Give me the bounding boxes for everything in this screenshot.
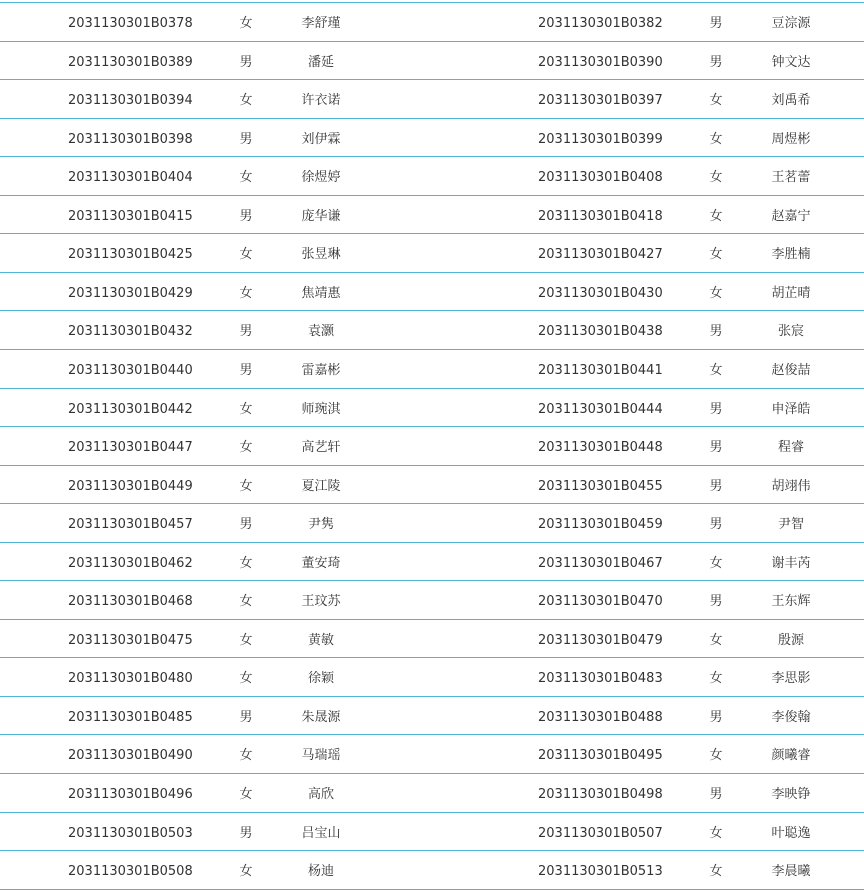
- student-name-cell: 尹智: [777, 517, 804, 533]
- table-row: [0, 506, 864, 544]
- table-row: [0, 468, 864, 506]
- gender-cell: 女: [239, 16, 253, 31]
- row-divider: [0, 426, 864, 427]
- row-divider: [0, 195, 864, 196]
- student-name-cell: 程睿: [777, 440, 804, 456]
- gender-cell: 女: [239, 170, 253, 186]
- gender-cell: 女: [239, 594, 253, 610]
- table-row: [0, 5, 864, 43]
- student-name-cell: 师琬淇: [301, 401, 341, 417]
- student-id-cell: 2031130301B0399: [538, 131, 663, 147]
- row-divider: [0, 773, 864, 774]
- student-name-cell: 赵俊喆: [771, 362, 811, 378]
- gender-cell: 女: [709, 671, 723, 687]
- gender-cell: 女: [239, 632, 253, 648]
- student-id-cell: 2031130301B0404: [68, 170, 193, 186]
- row-divider: [0, 118, 864, 119]
- gender-cell: 女: [239, 440, 253, 456]
- student-name-cell: 李晨曦: [771, 864, 811, 880]
- gender-cell: 男: [709, 709, 723, 725]
- gender-cell: 男: [709, 324, 723, 340]
- table-row: [0, 776, 864, 814]
- student-id-cell: 2031130301B0378: [68, 16, 193, 31]
- student-name-cell: 高艺轩: [301, 440, 341, 456]
- table-row: [0, 545, 864, 583]
- student-name-cell: 朱晟源: [301, 709, 341, 725]
- gender-cell: 男: [709, 401, 723, 417]
- student-name-cell: 胡芷晴: [771, 285, 811, 301]
- student-id-cell: 2031130301B0468: [68, 594, 193, 610]
- gender-cell: 女: [709, 864, 723, 880]
- table-row: [0, 236, 864, 274]
- gender-cell: 男: [239, 54, 253, 70]
- student-id-cell: 2031130301B0467: [538, 555, 663, 571]
- row-divider: [0, 657, 864, 658]
- table-row: [0, 583, 864, 621]
- row-divider: [0, 580, 864, 581]
- gender-cell: 男: [239, 208, 253, 224]
- gender-cell: 女: [239, 787, 253, 802]
- student-name-cell: 徐颖: [307, 671, 334, 687]
- student-id-cell: 2031130301B0415: [68, 208, 193, 224]
- student-id-cell: 2031130301B0490: [68, 748, 193, 764]
- student-id-cell: 2031130301B0394: [68, 93, 193, 109]
- table-row: [0, 660, 864, 698]
- gender-cell: 女: [709, 131, 723, 147]
- student-name-cell: 张昱琳: [301, 247, 341, 263]
- gender-cell: 女: [239, 285, 253, 301]
- gender-cell: 男: [709, 16, 723, 31]
- row-divider: [0, 542, 864, 543]
- table-row: [0, 853, 864, 891]
- student-name-cell: 刘伊霖: [301, 131, 341, 147]
- student-name-cell: 李舒瑾: [301, 16, 341, 31]
- row-divider: [0, 310, 864, 311]
- student-name-cell: 杨迪: [307, 864, 334, 880]
- student-id-cell: 2031130301B0398: [68, 131, 193, 147]
- student-id-cell: 2031130301B0475: [68, 632, 193, 648]
- student-name-cell: 豆淙源: [771, 16, 811, 31]
- student-id-cell: 2031130301B0438: [538, 324, 663, 340]
- student-id-cell: 2031130301B0449: [68, 478, 193, 494]
- row-divider: [0, 79, 864, 80]
- student-id-cell: 2031130301B0459: [538, 517, 663, 533]
- student-id-cell: 2031130301B0397: [538, 93, 663, 109]
- student-name-cell: 周煜彬: [771, 131, 811, 147]
- gender-cell: 男: [239, 709, 253, 725]
- student-id-cell: 2031130301B0425: [68, 247, 193, 263]
- student-id-cell: 2031130301B0432: [68, 324, 193, 340]
- student-name-cell: 雷嘉彬: [301, 362, 341, 378]
- row-divider: [0, 465, 864, 466]
- student-id-cell: 2031130301B0457: [68, 517, 193, 533]
- gender-cell: 男: [239, 131, 253, 147]
- table-row: [0, 352, 864, 390]
- row-divider: [0, 233, 864, 234]
- student-id-cell: 2031130301B0495: [538, 748, 663, 764]
- gender-cell: 女: [709, 247, 723, 263]
- student-id-cell: 2031130301B0485: [68, 709, 193, 725]
- student-id-cell: 2031130301B0508: [68, 864, 193, 880]
- student-id-cell: 2031130301B0390: [538, 54, 663, 70]
- student-id-cell: 2031130301B0479: [538, 632, 663, 648]
- student-id-cell: 2031130301B0440: [68, 362, 193, 378]
- student-id-cell: 2031130301B0389: [68, 54, 193, 70]
- student-name-cell: 吕宝山: [301, 825, 341, 841]
- table-row: [0, 44, 864, 82]
- row-divider: [0, 696, 864, 697]
- gender-cell: 女: [709, 632, 723, 648]
- student-name-cell: 颜曦睿: [771, 748, 811, 764]
- table-row: [0, 198, 864, 236]
- student-name-cell: 申泽皓: [771, 401, 811, 417]
- gender-cell: 男: [709, 517, 723, 533]
- gender-cell: 女: [239, 864, 253, 880]
- student-name-cell: 李胜楠: [771, 247, 811, 263]
- student-name-cell: 尹隽: [307, 517, 334, 533]
- row-divider: [0, 619, 864, 620]
- student-name-cell: 庞华谦: [301, 208, 341, 224]
- gender-cell: 男: [239, 825, 253, 841]
- table-row: [0, 699, 864, 737]
- student-id-cell: 2031130301B0430: [538, 285, 663, 301]
- student-name-cell: 潘延: [307, 54, 334, 70]
- student-name-cell: 许衣诺: [301, 93, 341, 109]
- student-name-cell: 王东辉: [771, 594, 811, 610]
- student-name-cell: 张宸: [777, 324, 804, 340]
- table-row: [0, 313, 864, 351]
- row-divider: [0, 349, 864, 350]
- student-id-cell: 2031130301B0429: [68, 285, 193, 301]
- student-name-cell: 董安琦: [301, 555, 341, 571]
- student-id-cell: 2031130301B0483: [538, 671, 663, 687]
- gender-cell: 男: [239, 324, 253, 340]
- table-row: [0, 391, 864, 429]
- row-divider: [0, 2, 864, 3]
- row-divider: [0, 850, 864, 851]
- student-id-cell: 2031130301B0418: [538, 208, 663, 224]
- student-name-cell: 谢丰芮: [771, 555, 811, 571]
- student-name-cell: 叶聪逸: [771, 825, 811, 841]
- gender-cell: 男: [709, 440, 723, 456]
- student-id-cell: 2031130301B0488: [538, 709, 663, 725]
- student-id-cell: 2031130301B0441: [538, 362, 663, 378]
- gender-cell: 男: [709, 787, 723, 802]
- table-row: [0, 121, 864, 159]
- table-row: [0, 82, 864, 120]
- student-id-cell: 2031130301B0382: [538, 16, 663, 31]
- student-id-cell: 2031130301B0513: [538, 864, 663, 880]
- gender-cell: 女: [239, 671, 253, 687]
- row-divider: [0, 156, 864, 157]
- gender-cell: 男: [709, 478, 723, 494]
- student-name-cell: 徐煜婷: [301, 170, 341, 186]
- student-name-cell: 黄敏: [307, 632, 334, 648]
- student-name-cell: 赵嘉宁: [771, 208, 811, 224]
- student-name-cell: 马瑞瑶: [301, 748, 341, 764]
- gender-cell: 女: [709, 208, 723, 224]
- gender-cell: 女: [239, 93, 253, 109]
- student-id-cell: 2031130301B0447: [68, 440, 193, 456]
- student-id-cell: 2031130301B0455: [538, 478, 663, 494]
- row-divider: [0, 41, 864, 42]
- gender-cell: 女: [239, 478, 253, 494]
- student-name-cell: 刘禹希: [771, 93, 811, 109]
- gender-cell: 男: [239, 517, 253, 533]
- student-id-cell: 2031130301B0427: [538, 247, 663, 263]
- table-row: [0, 622, 864, 660]
- gender-cell: 女: [709, 93, 723, 109]
- student-id-cell: 2031130301B0462: [68, 555, 193, 571]
- gender-cell: 女: [709, 748, 723, 764]
- student-name-cell: 焦靖惠: [301, 285, 341, 301]
- gender-cell: 男: [709, 54, 723, 70]
- student-id-cell: 2031130301B0498: [538, 787, 663, 802]
- student-name-cell: 李思影: [771, 671, 811, 687]
- table-row: [0, 159, 864, 197]
- student-name-cell: 李俊翰: [771, 709, 811, 725]
- gender-cell: 女: [709, 555, 723, 571]
- gender-cell: 女: [709, 362, 723, 378]
- row-divider: [0, 272, 864, 273]
- gender-cell: 女: [239, 555, 253, 571]
- gender-cell: 男: [239, 362, 253, 378]
- student-id-cell: 2031130301B0470: [538, 594, 663, 610]
- gender-cell: 男: [709, 594, 723, 610]
- student-id-cell: 2031130301B0507: [538, 825, 663, 841]
- student-id-cell: 2031130301B0480: [68, 671, 193, 687]
- gender-cell: 女: [709, 170, 723, 186]
- student-name-cell: 袁灏: [307, 324, 334, 340]
- table-row: [0, 429, 864, 467]
- student-id-cell: 2031130301B0444: [538, 401, 663, 417]
- student-id-cell: 2031130301B0448: [538, 440, 663, 456]
- row-divider: [0, 812, 864, 813]
- student-name-cell: 夏江陵: [301, 478, 341, 494]
- row-divider: [0, 503, 864, 504]
- row-divider: [0, 388, 864, 389]
- student-name-cell: 殷源: [777, 632, 804, 648]
- table-row: [0, 737, 864, 775]
- student-name-cell: 王玟苏: [301, 594, 341, 610]
- gender-cell: 女: [709, 825, 723, 841]
- student-id-cell: 2031130301B0442: [68, 401, 193, 417]
- table-row: [0, 815, 864, 853]
- gender-cell: 女: [709, 285, 723, 301]
- student-name-cell: 王茗蕾: [771, 170, 811, 186]
- student-name-cell: 高欣: [307, 787, 334, 802]
- student-name-cell: 胡翊伟: [771, 478, 811, 494]
- gender-cell: 女: [239, 748, 253, 764]
- gender-cell: 女: [239, 247, 253, 263]
- student-name-cell: 李映铮: [771, 787, 811, 802]
- table-row: [0, 275, 864, 313]
- row-divider: [0, 734, 864, 735]
- gender-cell: 女: [239, 401, 253, 417]
- student-id-cell: 2031130301B0496: [68, 787, 193, 802]
- student-id-cell: 2031130301B0503: [68, 825, 193, 841]
- student-id-cell: 2031130301B0408: [538, 170, 663, 186]
- student-name-cell: 钟文达: [771, 54, 811, 70]
